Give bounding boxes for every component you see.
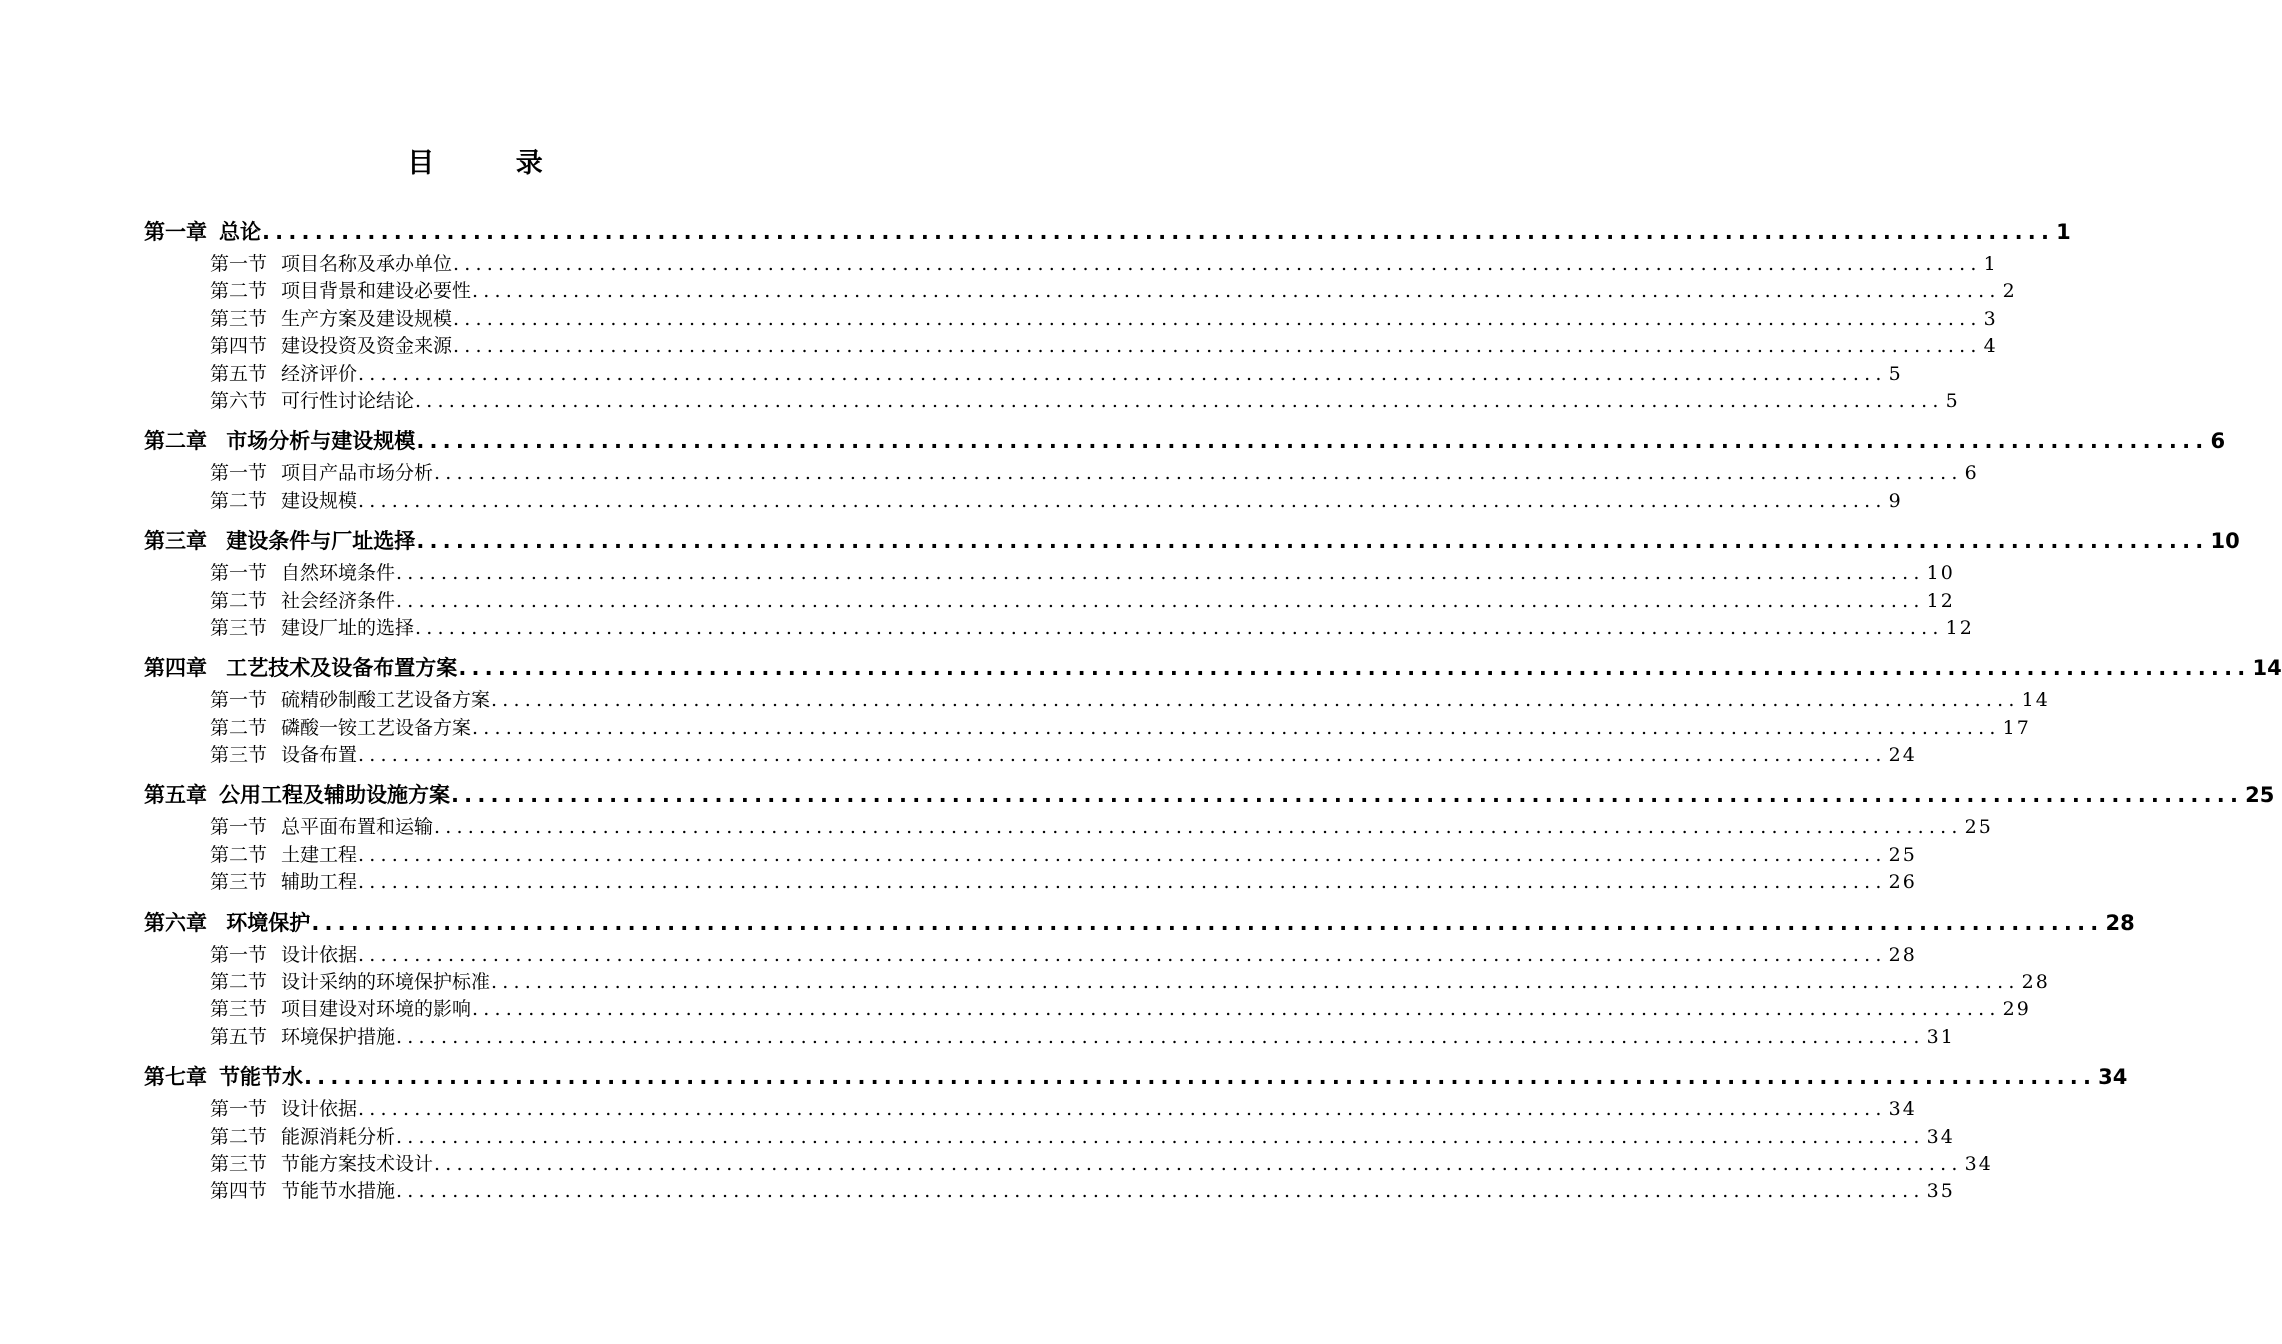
section-title: 设计依据 (281, 943, 358, 966)
section-label (210, 814, 433, 841)
chapter-title: 公用工程及辅助设施方案 (219, 783, 450, 808)
section-label (210, 333, 452, 360)
section-title: 项目建设对环境的影响 (281, 998, 472, 1021)
dot-leader (416, 523, 2208, 560)
dot-leader (396, 1124, 1925, 1151)
section-number: 第三节 (210, 871, 268, 894)
toc-section-entry[interactable] (144, 942, 1917, 969)
dot-leader (358, 361, 1887, 388)
section-page-number: 29 (2002, 998, 2031, 1021)
section-number: 第二节 (210, 489, 268, 512)
toc-section-entry[interactable] (144, 361, 1903, 388)
section-number: 第一节 (210, 1098, 268, 1121)
toc-section-entry[interactable] (144, 742, 1917, 769)
toc-chapter-entry[interactable] (144, 650, 2282, 687)
dot-leader (434, 460, 1963, 487)
dot-leader (358, 942, 1887, 969)
toc-section-entry[interactable] (144, 715, 2031, 742)
toc-section-entry[interactable] (144, 996, 2031, 1023)
section-number: 第一节 (210, 816, 268, 839)
section-title: 环境保护措施 (281, 1025, 396, 1048)
section-number: 第二节 (210, 843, 268, 866)
section-number: 第三节 (210, 744, 268, 767)
toc-chapter-entry[interactable] (144, 777, 2275, 814)
section-page-number: 26 (1888, 871, 1917, 894)
section-number: 第二节 (210, 1125, 268, 1148)
section-label (210, 715, 471, 742)
section-page-number: 34 (1926, 1125, 1955, 1148)
dot-leader (415, 388, 1944, 415)
section-page-number: 5 (1945, 389, 1960, 412)
section-page-number: 1 (1983, 253, 1998, 275)
chapter-number: 第三章 (144, 529, 207, 554)
section-label (210, 1124, 395, 1151)
toc-section-entry[interactable] (144, 1024, 1955, 1051)
dot-leader (434, 814, 1963, 841)
toc-section-entry[interactable] (144, 1178, 1955, 1205)
section-number: 第四节 (210, 1180, 268, 1203)
chapter-number: 第五章 (144, 783, 207, 808)
dot-leader (396, 588, 1925, 615)
toc-section-entry[interactable] (144, 306, 1998, 333)
toc-section-entry[interactable] (144, 869, 1917, 896)
section-page-number: 25 (1964, 816, 1993, 839)
section-page-number: 5 (1888, 362, 1903, 385)
section-title: 设计采纳的环境保护标准 (281, 971, 491, 994)
dot-leader (358, 488, 1887, 515)
chapter-title: 环境保护 (219, 910, 311, 935)
section-label (210, 842, 357, 869)
chapter-label (144, 777, 450, 814)
dot-leader (491, 969, 2020, 996)
dot-leader (472, 278, 2001, 305)
dot-leader (453, 333, 1982, 360)
section-title: 设备布置 (281, 744, 358, 767)
section-label (210, 969, 490, 996)
toc-section-entry[interactable] (144, 687, 2050, 714)
section-page-number: 6 (1964, 462, 1979, 485)
dot-leader (472, 715, 2001, 742)
page-title: 目 录 (407, 148, 579, 179)
section-title: 土建工程 (281, 843, 358, 866)
dot-leader (358, 842, 1887, 869)
section-page-number: 9 (1888, 489, 1903, 512)
dot-leader (416, 423, 2208, 460)
dot-leader (358, 742, 1887, 769)
section-title: 社会经济条件 (281, 589, 396, 612)
section-number: 第五节 (210, 1025, 268, 1048)
section-number: 第一节 (210, 943, 268, 966)
toc-section-entry[interactable] (144, 278, 2017, 305)
toc-section-entry[interactable] (144, 842, 1917, 869)
toc-section-entry[interactable] (144, 460, 1979, 487)
dot-leader (304, 1059, 2096, 1096)
chapter-number: 第二章 (144, 429, 207, 454)
dot-leader (311, 905, 2103, 942)
section-label (210, 460, 433, 487)
chapter-label (144, 905, 310, 942)
dot-leader (396, 560, 1925, 587)
chapter-page-number: 1 (2056, 220, 2071, 244)
dot-leader (491, 687, 2020, 714)
section-number: 第一节 (210, 462, 268, 485)
section-title: 项目名称及承办单位 (281, 253, 453, 275)
toc-section-entry[interactable] (144, 560, 1955, 587)
section-label (210, 996, 471, 1023)
chapter-page-number: 6 (2210, 429, 2226, 454)
toc-section-entry[interactable] (144, 333, 1998, 360)
section-title: 能源消耗分析 (281, 1125, 396, 1148)
section-page-number: 10 (1926, 562, 1955, 585)
section-page-number: 12 (1926, 589, 1955, 612)
toc-section-entry[interactable] (144, 251, 1998, 278)
section-label (210, 251, 452, 278)
toc-section-entry[interactable] (144, 1151, 1993, 1178)
section-title: 项目背景和建设必要性 (281, 280, 472, 303)
chapter-title: 总论 (219, 220, 261, 244)
section-label (210, 361, 357, 388)
section-label (210, 278, 471, 305)
chapter-label (144, 1059, 303, 1096)
dot-leader (396, 1178, 1925, 1205)
chapter-page-number: 14 (2252, 656, 2282, 681)
chapter-label (144, 523, 415, 560)
toc-section-entry[interactable] (144, 814, 1993, 841)
dot-leader (434, 1151, 1963, 1178)
section-number: 第一节 (210, 562, 268, 585)
dot-leader (358, 869, 1887, 896)
section-label (210, 615, 414, 642)
chapter-number: 第六章 (144, 910, 207, 935)
toc-chapter-entry[interactable] (144, 214, 2071, 251)
chapter-page-number: 34 (2098, 1065, 2128, 1090)
section-page-number: 17 (2002, 716, 2031, 739)
chapter-number: 第七章 (144, 1065, 207, 1090)
section-title: 节能节水措施 (281, 1180, 396, 1203)
dot-leader (453, 251, 1982, 278)
section-label (210, 1178, 395, 1205)
section-number: 第二节 (210, 589, 268, 612)
section-label (210, 1151, 433, 1178)
section-title: 建设规模 (281, 489, 358, 512)
chapter-label (144, 423, 415, 460)
section-title: 建设厂址的选择 (281, 616, 415, 639)
section-label (210, 742, 357, 769)
dot-leader (458, 650, 2250, 687)
dot-leader (262, 214, 2054, 251)
dot-leader (453, 306, 1982, 333)
chapter-page-number: 25 (2245, 783, 2275, 808)
section-page-number: 28 (1888, 943, 1917, 966)
section-number: 第三节 (210, 616, 268, 639)
dot-leader (415, 615, 1944, 642)
section-title: 节能方案技术设计 (281, 1152, 434, 1175)
section-title: 建设投资及资金来源 (281, 335, 453, 358)
chapter-label (144, 650, 457, 687)
section-number: 第六节 (210, 389, 268, 412)
table-of-contents (144, 214, 2282, 1214)
chapter-title: 建设条件与厂址选择 (219, 529, 416, 554)
toc-section-entry[interactable] (144, 1096, 1917, 1123)
section-label (210, 869, 357, 896)
chapter-title: 市场分析与建设规模 (219, 429, 416, 454)
dot-leader (451, 777, 2243, 814)
section-label (210, 306, 452, 333)
section-title: 自然环境条件 (281, 562, 396, 585)
toc-chapter-entry[interactable] (144, 1059, 2128, 1096)
section-number: 第三节 (210, 998, 268, 1021)
section-number: 第三节 (210, 307, 268, 330)
section-page-number: 3 (1983, 307, 1998, 330)
chapter-number: 第四章 (144, 656, 207, 681)
section-number: 第一节 (210, 253, 268, 275)
chapter-title: 节能节水 (219, 1065, 303, 1090)
section-label (210, 588, 395, 615)
section-label (210, 1096, 357, 1123)
dot-leader (472, 996, 2001, 1023)
section-label (210, 687, 490, 714)
section-title: 总平面布置和运输 (281, 816, 434, 839)
chapter-title: 工艺技术及设备布置方案 (219, 656, 458, 681)
section-title: 磷酸一铵工艺设备方案 (281, 716, 472, 739)
section-page-number: 31 (1926, 1025, 1955, 1048)
section-number: 第二节 (210, 716, 268, 739)
section-number: 第一节 (210, 689, 268, 712)
toc-section-entry[interactable] (144, 969, 2050, 996)
section-title: 经济评价 (281, 362, 358, 385)
chapter-page-number: 10 (2210, 529, 2240, 554)
section-title: 辅助工程 (281, 871, 358, 894)
toc-chapter-entry[interactable] (144, 523, 2240, 560)
section-label (210, 488, 357, 515)
toc-section-entry[interactable] (144, 1124, 1955, 1151)
section-title: 硫精砂制酸工艺设备方案 (281, 689, 491, 712)
toc-section-entry[interactable] (144, 588, 1955, 615)
section-page-number: 35 (1926, 1180, 1955, 1203)
section-page-number: 34 (1964, 1152, 1993, 1175)
toc-chapter-entry[interactable] (144, 905, 2135, 942)
section-number: 第五节 (210, 362, 268, 385)
section-number: 第二节 (210, 971, 268, 994)
section-label (210, 560, 395, 587)
chapter-label (144, 214, 261, 251)
section-title: 生产方案及建设规模 (281, 307, 453, 330)
section-label (210, 388, 414, 415)
section-page-number: 12 (1945, 616, 1974, 639)
section-label (210, 942, 357, 969)
section-page-number: 25 (1888, 843, 1917, 866)
chapter-number: 第一章 (144, 220, 207, 244)
section-number: 第二节 (210, 280, 268, 303)
section-page-number: 2 (2002, 280, 2017, 303)
section-title: 项目产品市场分析 (281, 462, 434, 485)
toc-chapter-entry[interactable] (144, 423, 2226, 460)
chapter-page-number: 28 (2105, 910, 2135, 935)
section-page-number: 24 (1888, 744, 1917, 767)
toc-section-entry[interactable] (144, 388, 1960, 415)
section-page-number: 4 (1983, 335, 1998, 358)
section-number: 第四节 (210, 335, 268, 358)
section-title: 可行性讨论结论 (281, 389, 415, 412)
toc-section-entry[interactable] (144, 488, 1903, 515)
section-page-number: 34 (1888, 1098, 1917, 1121)
section-number: 第三节 (210, 1152, 268, 1175)
section-label (210, 1024, 395, 1051)
section-page-number: 14 (2021, 689, 2050, 712)
section-title: 设计依据 (281, 1098, 358, 1121)
dot-leader (396, 1024, 1925, 1051)
dot-leader (358, 1096, 1887, 1123)
toc-section-entry[interactable] (144, 615, 1974, 642)
section-page-number: 28 (2021, 971, 2050, 994)
